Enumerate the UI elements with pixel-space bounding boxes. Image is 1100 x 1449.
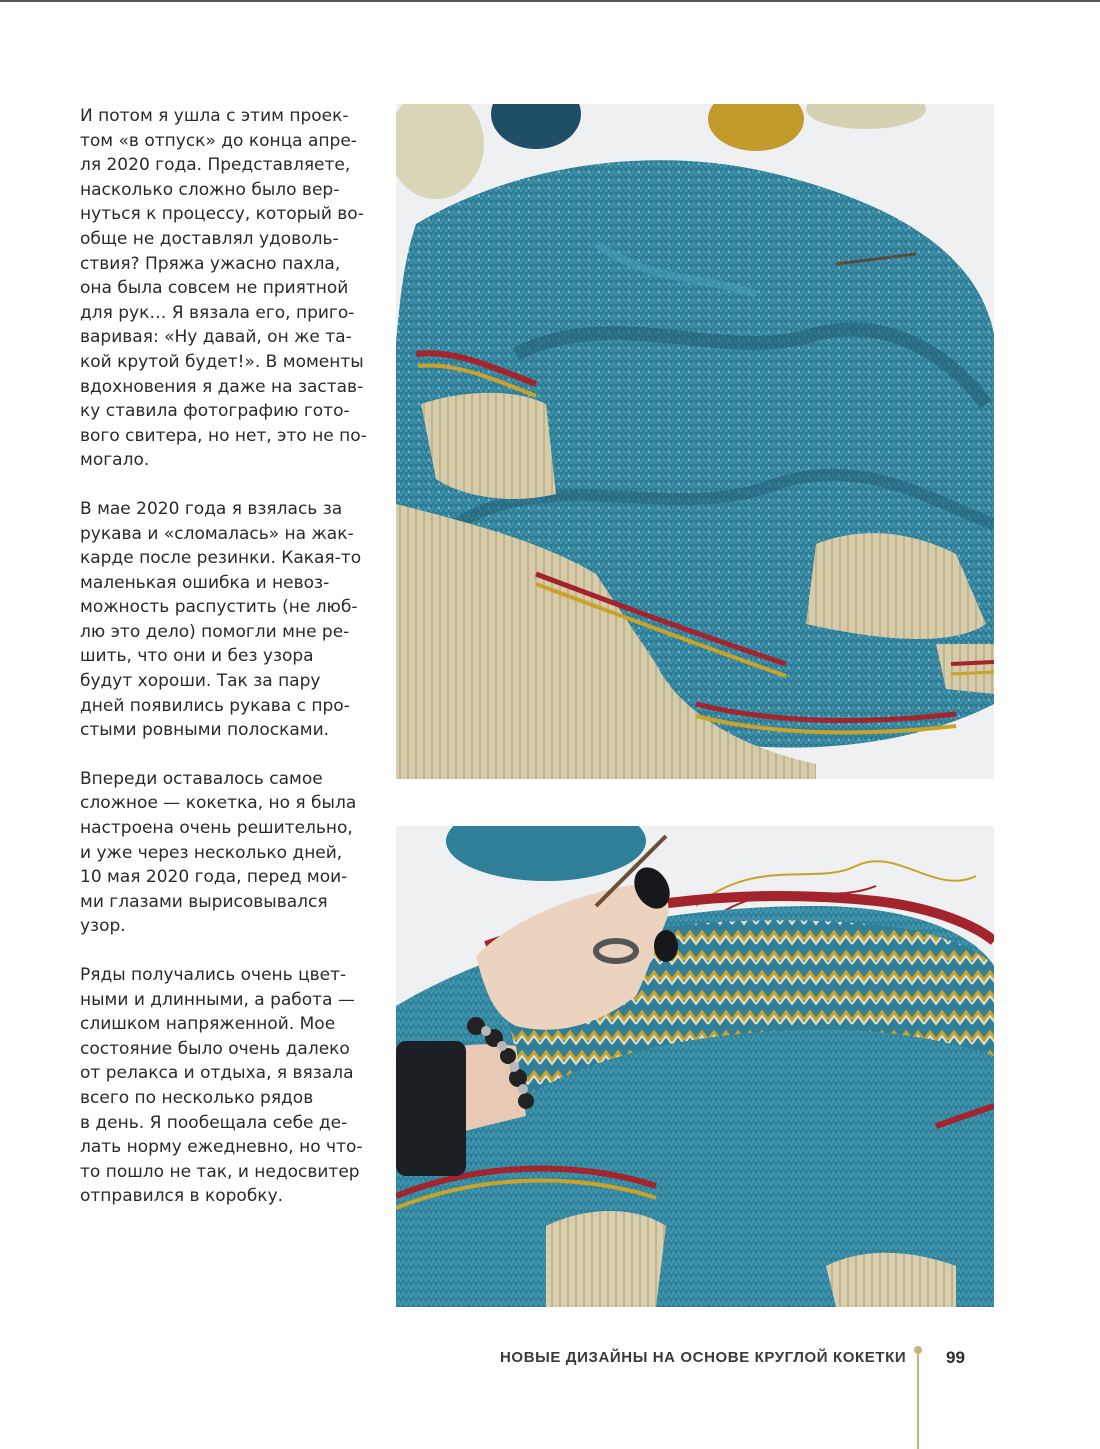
text-line: всего по несколько рядов: [80, 1087, 314, 1108]
text-line: вдохновения я даже на застав-: [80, 376, 364, 397]
text-line: кой крутой будет!». В моменты: [80, 351, 364, 372]
paragraph-4: [80, 963, 370, 1209]
footer-divider: [917, 1352, 919, 1449]
text-line: обще не доставлял удоволь-: [80, 228, 339, 249]
text-line: ными и длинными, а работа —: [80, 989, 355, 1010]
paragraph-1: [80, 104, 370, 473]
text-line: шить, что они и без узора: [80, 646, 314, 667]
sweater-photo: [396, 104, 994, 779]
text-line: том «в отпуск» до конца апре-: [80, 130, 357, 151]
text-line: ку ставила фотографию гото-: [80, 401, 350, 422]
text-line: рукава и «сломалась» на жак-: [80, 523, 354, 544]
text-line: нуться к процессу, который во-: [80, 204, 364, 225]
text-line: вого свитера, но нет, это не по-: [80, 425, 367, 446]
text-line: и уже через несколько дней,: [80, 842, 343, 863]
text-line: В мае 2020 года я взялась за: [80, 498, 343, 519]
text-line: в день. Я пообещала себе де-: [80, 1112, 348, 1133]
text-line: стыми ровными полосками.: [80, 720, 330, 741]
text-line: состояние было очень далеко: [80, 1038, 350, 1059]
text-line: карде после резинки. Какая-то: [80, 548, 362, 569]
body-text-column: [80, 104, 370, 1233]
text-line: отправился в коробку.: [80, 1186, 284, 1207]
text-line: то пошло не так, и недосвитер: [80, 1161, 360, 1182]
text-line: ми глазами вырисовывался: [80, 891, 328, 912]
text-line: маленькая ошибка и невоз-: [80, 572, 330, 593]
running-footer-title: НОВЫЕ ДИЗАЙНЫ НА ОСНОВЕ КРУГЛОЙ КОКЕТКИ: [500, 1349, 907, 1366]
paragraph-2: [80, 497, 370, 743]
text-line: 10 мая 2020 года, перед мои-: [80, 867, 348, 888]
text-line: сложное — кокетка, но я была: [80, 793, 357, 814]
text-line: настроена очень решительно,: [80, 818, 353, 839]
text-line: лю это дело) помогли мне ре-: [80, 621, 350, 642]
text-line: для рук… Я вязала его, приго-: [80, 302, 355, 323]
text-line: Впереди оставалось самое: [80, 768, 323, 789]
text-line: будут хороши. Так за пару: [80, 671, 321, 692]
text-line: ствия? Пряжа ужасно пахла,: [80, 253, 341, 274]
text-line: варивая: «Ну давай, он же та-: [80, 327, 352, 348]
text-line: дней появились рукава с про-: [80, 695, 350, 716]
text-line: от релакса и отдыха, я вязала: [80, 1063, 354, 1084]
text-line: И потом я ушла с этим проек-: [80, 106, 349, 126]
paragraph-3: [80, 767, 370, 939]
text-line: слишком напряженной. Мое: [80, 1014, 336, 1035]
text-line: лать норму ежедневно, но что-: [80, 1137, 363, 1158]
text-line: насколько сложно было вер-: [80, 179, 340, 200]
text-line: она была совсем не приятной: [80, 278, 349, 299]
text-line: можность распустить (не люб-: [80, 597, 358, 618]
text-line: Ряды получались очень цвет-: [80, 965, 347, 985]
hand-knitting-yoke-icon: [396, 826, 994, 1307]
text-line: ля 2020 года. Представляете,: [80, 155, 351, 176]
text-line: узор.: [80, 916, 126, 937]
page-number: 99: [946, 1348, 965, 1367]
yoke-knitting-photo: [396, 826, 994, 1307]
text-line: могало.: [80, 450, 150, 471]
top-rule: [0, 0, 1100, 2]
sweater-in-progress-icon: [396, 104, 994, 779]
